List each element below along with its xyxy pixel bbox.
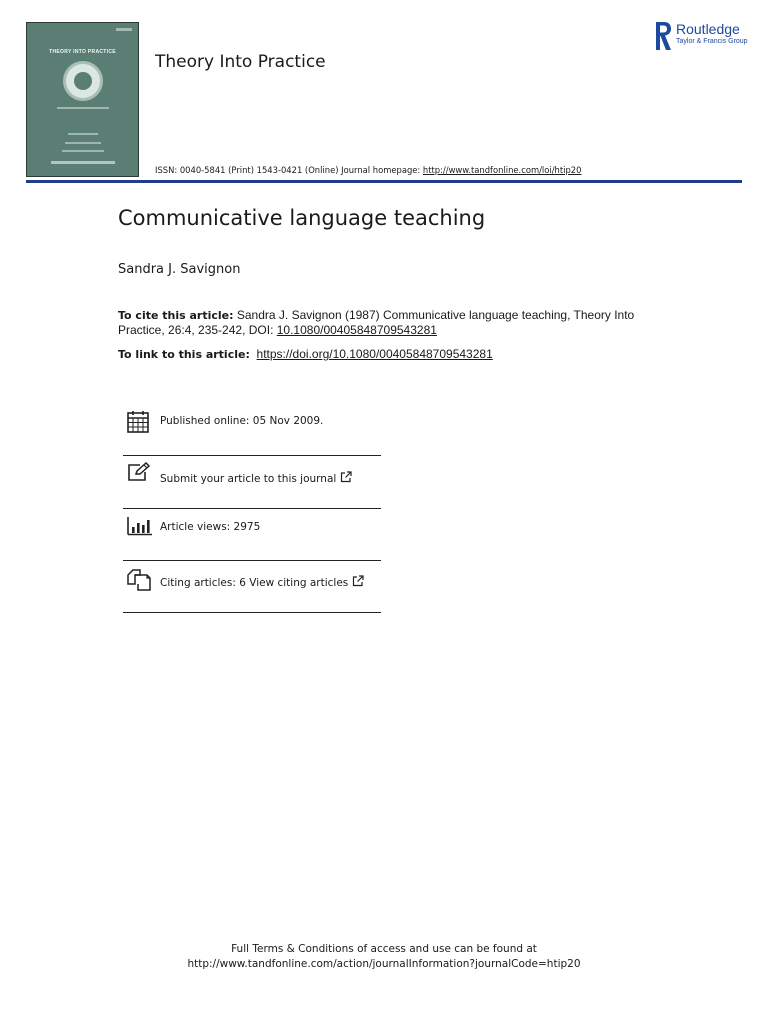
publisher-name: Routledge — [676, 21, 740, 37]
submit-article-label: Submit your article to this journal — [160, 473, 337, 485]
article-views-item — [123, 508, 381, 561]
cover-line — [62, 150, 104, 152]
external-link-icon — [340, 471, 352, 483]
cite-label: To cite this article: — [118, 309, 234, 322]
link-label: To link to this article: — [118, 348, 250, 361]
edit-icon — [127, 462, 151, 482]
bar-chart-icon — [127, 516, 153, 536]
citations-icon — [127, 569, 151, 591]
published-online-text: Published online: 05 Nov 2009. — [160, 415, 324, 427]
publisher-logo — [654, 20, 748, 52]
article-author: Sandra J. Savignon — [118, 262, 241, 277]
cover-line — [57, 107, 109, 109]
citing-articles-link[interactable] — [160, 575, 364, 589]
article-title: Communicative language teaching — [118, 206, 486, 230]
cover-title: THEORY INTO PRACTICE — [49, 49, 116, 55]
cite-text: Sandra J. Savignon (1987) Communicative language teaching, Theory Into Practice, 26:4, 235-242, DOI: — [118, 308, 635, 337]
issn-text: ISSN: 0040-5841 (Print) 1543-0421 (Online) Journal homepage: — [155, 165, 423, 175]
article-link-block — [118, 347, 493, 361]
cover-line — [68, 133, 98, 135]
calendar-icon — [127, 410, 149, 434]
doi-link[interactable]: 10.1080/00405848709543281 — [276, 323, 437, 337]
header-divider — [26, 180, 742, 183]
journal-cover-image — [26, 22, 139, 177]
cover-emblem — [63, 61, 103, 101]
footer-terms-url[interactable]: http://www.tandfonline.com/action/journalInformation?journalCode=htip20 — [187, 958, 581, 970]
submit-article-item[interactable] — [123, 456, 381, 509]
journal-homepage-link[interactable]: http://www.tandfonline.com/loi/htip20 — [422, 165, 582, 175]
footer-terms-text: Full Terms & Conditions of access and use can be found at — [231, 943, 537, 955]
cover-code — [116, 28, 132, 31]
submit-article-link[interactable] — [160, 471, 352, 485]
citing-articles-item[interactable] — [123, 560, 381, 613]
external-link-icon — [352, 575, 364, 587]
routledge-logo-icon — [654, 21, 672, 51]
footer — [0, 942, 768, 972]
cover-publisher-mark — [51, 161, 115, 164]
article-doi-url-link[interactable]: https://doi.org/10.1080/00405848709543281 — [256, 347, 493, 361]
publisher-subtitle: Taylor & Francis Group — [676, 38, 748, 45]
journal-title: Theory Into Practice — [155, 52, 326, 72]
citation-block — [118, 308, 658, 337]
cover-line — [65, 142, 101, 144]
article-views-text: Article views: 2975 — [160, 521, 261, 533]
issn-line — [155, 165, 581, 175]
citing-articles-label: Citing articles: 6 View citing articles — [160, 577, 349, 589]
published-online-item — [123, 403, 381, 456]
